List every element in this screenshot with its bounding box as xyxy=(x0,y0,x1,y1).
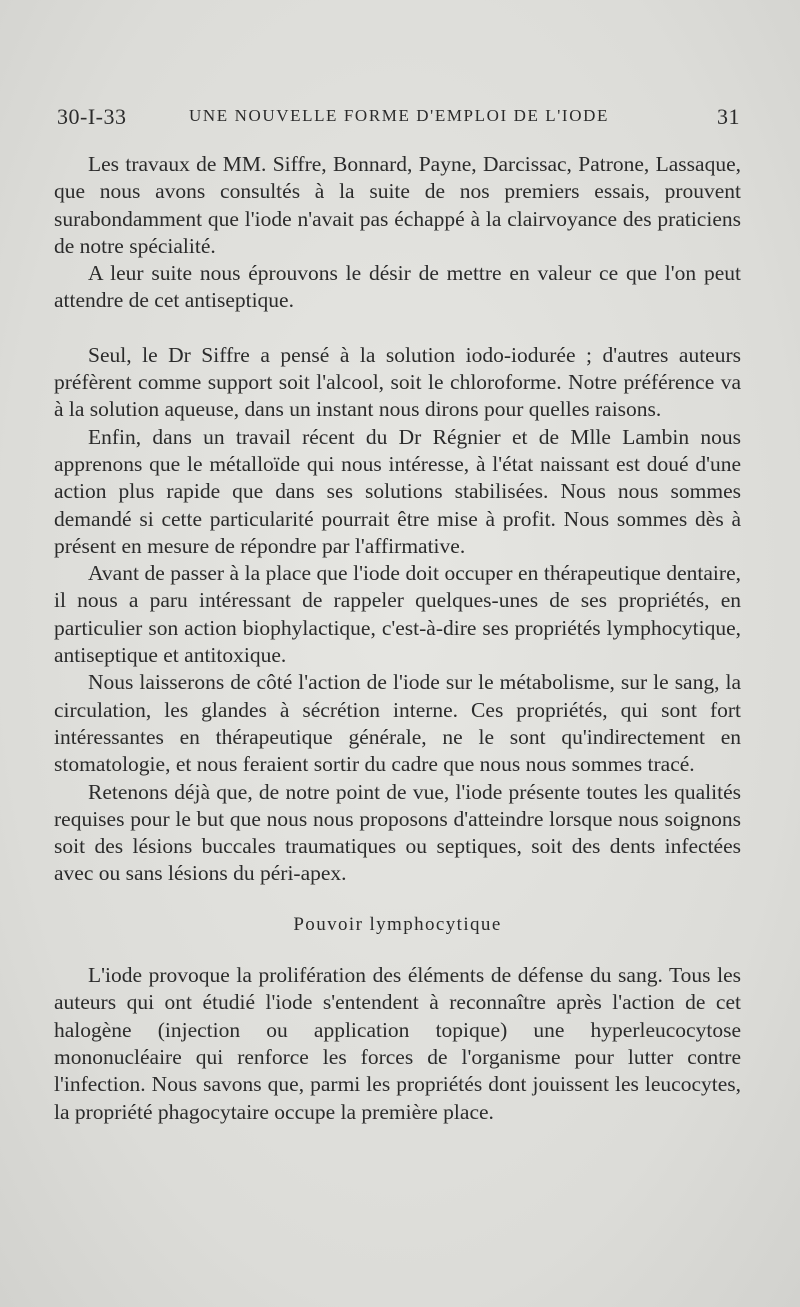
paragraph: Seul, le Dr Siffre a pensé à la solution iodo-iodurée ; d'autres auteurs préfèrent comme support soit l'alcool, soit le chloroforme. Notre préférence va à la solution aqueuse, dans un instant nous dirons pour quelles raisons. xyxy=(54,342,741,422)
paragraph: Les travaux de MM. Siffre, Bonnard, Payne, Darcissac, Patrone, Lassaque, que nous avons consultés à la suite de nos premiers essais, prouvent surabondamment que l'iode n'avait pas échappé à la clairvoyance des praticiens de notre spécialité. xyxy=(54,152,741,258)
paragraph: Retenons déjà que, de notre point de vue, l'iode présente toutes les qualités requises pour le but que nous nous proposons d'atteindre lorsque nous soignons soit des lésions buccales traumatiques ou septiques, soit des dents infectées avec ou sans lésions du péri-apex. xyxy=(54,779,741,886)
paragraph: A leur suite nous éprouvons le désir de mettre en valeur ce que l'on peut attendre de cet antiseptique. xyxy=(54,261,741,313)
body-text xyxy=(54,151,741,1126)
paragraph: Enfin, dans un travail récent du Dr Régnier et de Mlle Lambin nous apprenons que le métalloïde qui nous intéresse, à l'état naissant est doué d'une action plus rapide que dans ses solutions stabilisées. Nous nous sommes demandé si cette particularité pourrait être mise à profit. Nous sommes dès à présent en mesure de répondre par l'affirmative. xyxy=(54,424,741,558)
page-number: 31 xyxy=(717,104,740,129)
paragraph: L'iode provoque la prolifération des éléments de défense du sang. Tous les auteurs qui ont étudié l'iode s'entendent à reconnaître après l'action de cet halogène (injection ou application topique) une hyperleucocytose mononucléaire qui renforce les forces de l'organisme pour lutter contre l'infection. Nous savons que, parmi les propriétés dont jouissent les leucocytes, la propriété phagocytaire occupe la première place. xyxy=(54,963,741,1124)
paragraph: Avant de passer à la place que l'iode doit occuper en thérapeutique dentaire, il nous a paru intéressant de rappeler quelques-unes de ses propriétés, en particulier son action biophylactique, c'est-à-dire ses propriétés lymphocytique, antiseptique et antitoxique. xyxy=(54,561,741,668)
running-header xyxy=(57,104,740,134)
header-date: 30-I-33 xyxy=(57,104,127,129)
header-title: UNE NOUVELLE FORME D'EMPLOI DE L'IODE xyxy=(189,106,609,125)
section-heading: Pouvoir lymphocytique xyxy=(293,913,502,935)
paragraph: Nous laisserons de côté l'action de l'iode sur le métabolisme, sur le sang, la circulation, les glandes à sécrétion interne. Ces propriétés, qui sont fort intéressantes en thérapeutique générale, ne le sont qu'indirectement en stomatologie, et nous feraient sortir du cadre que nous nous sommes tracé. xyxy=(54,670,741,777)
